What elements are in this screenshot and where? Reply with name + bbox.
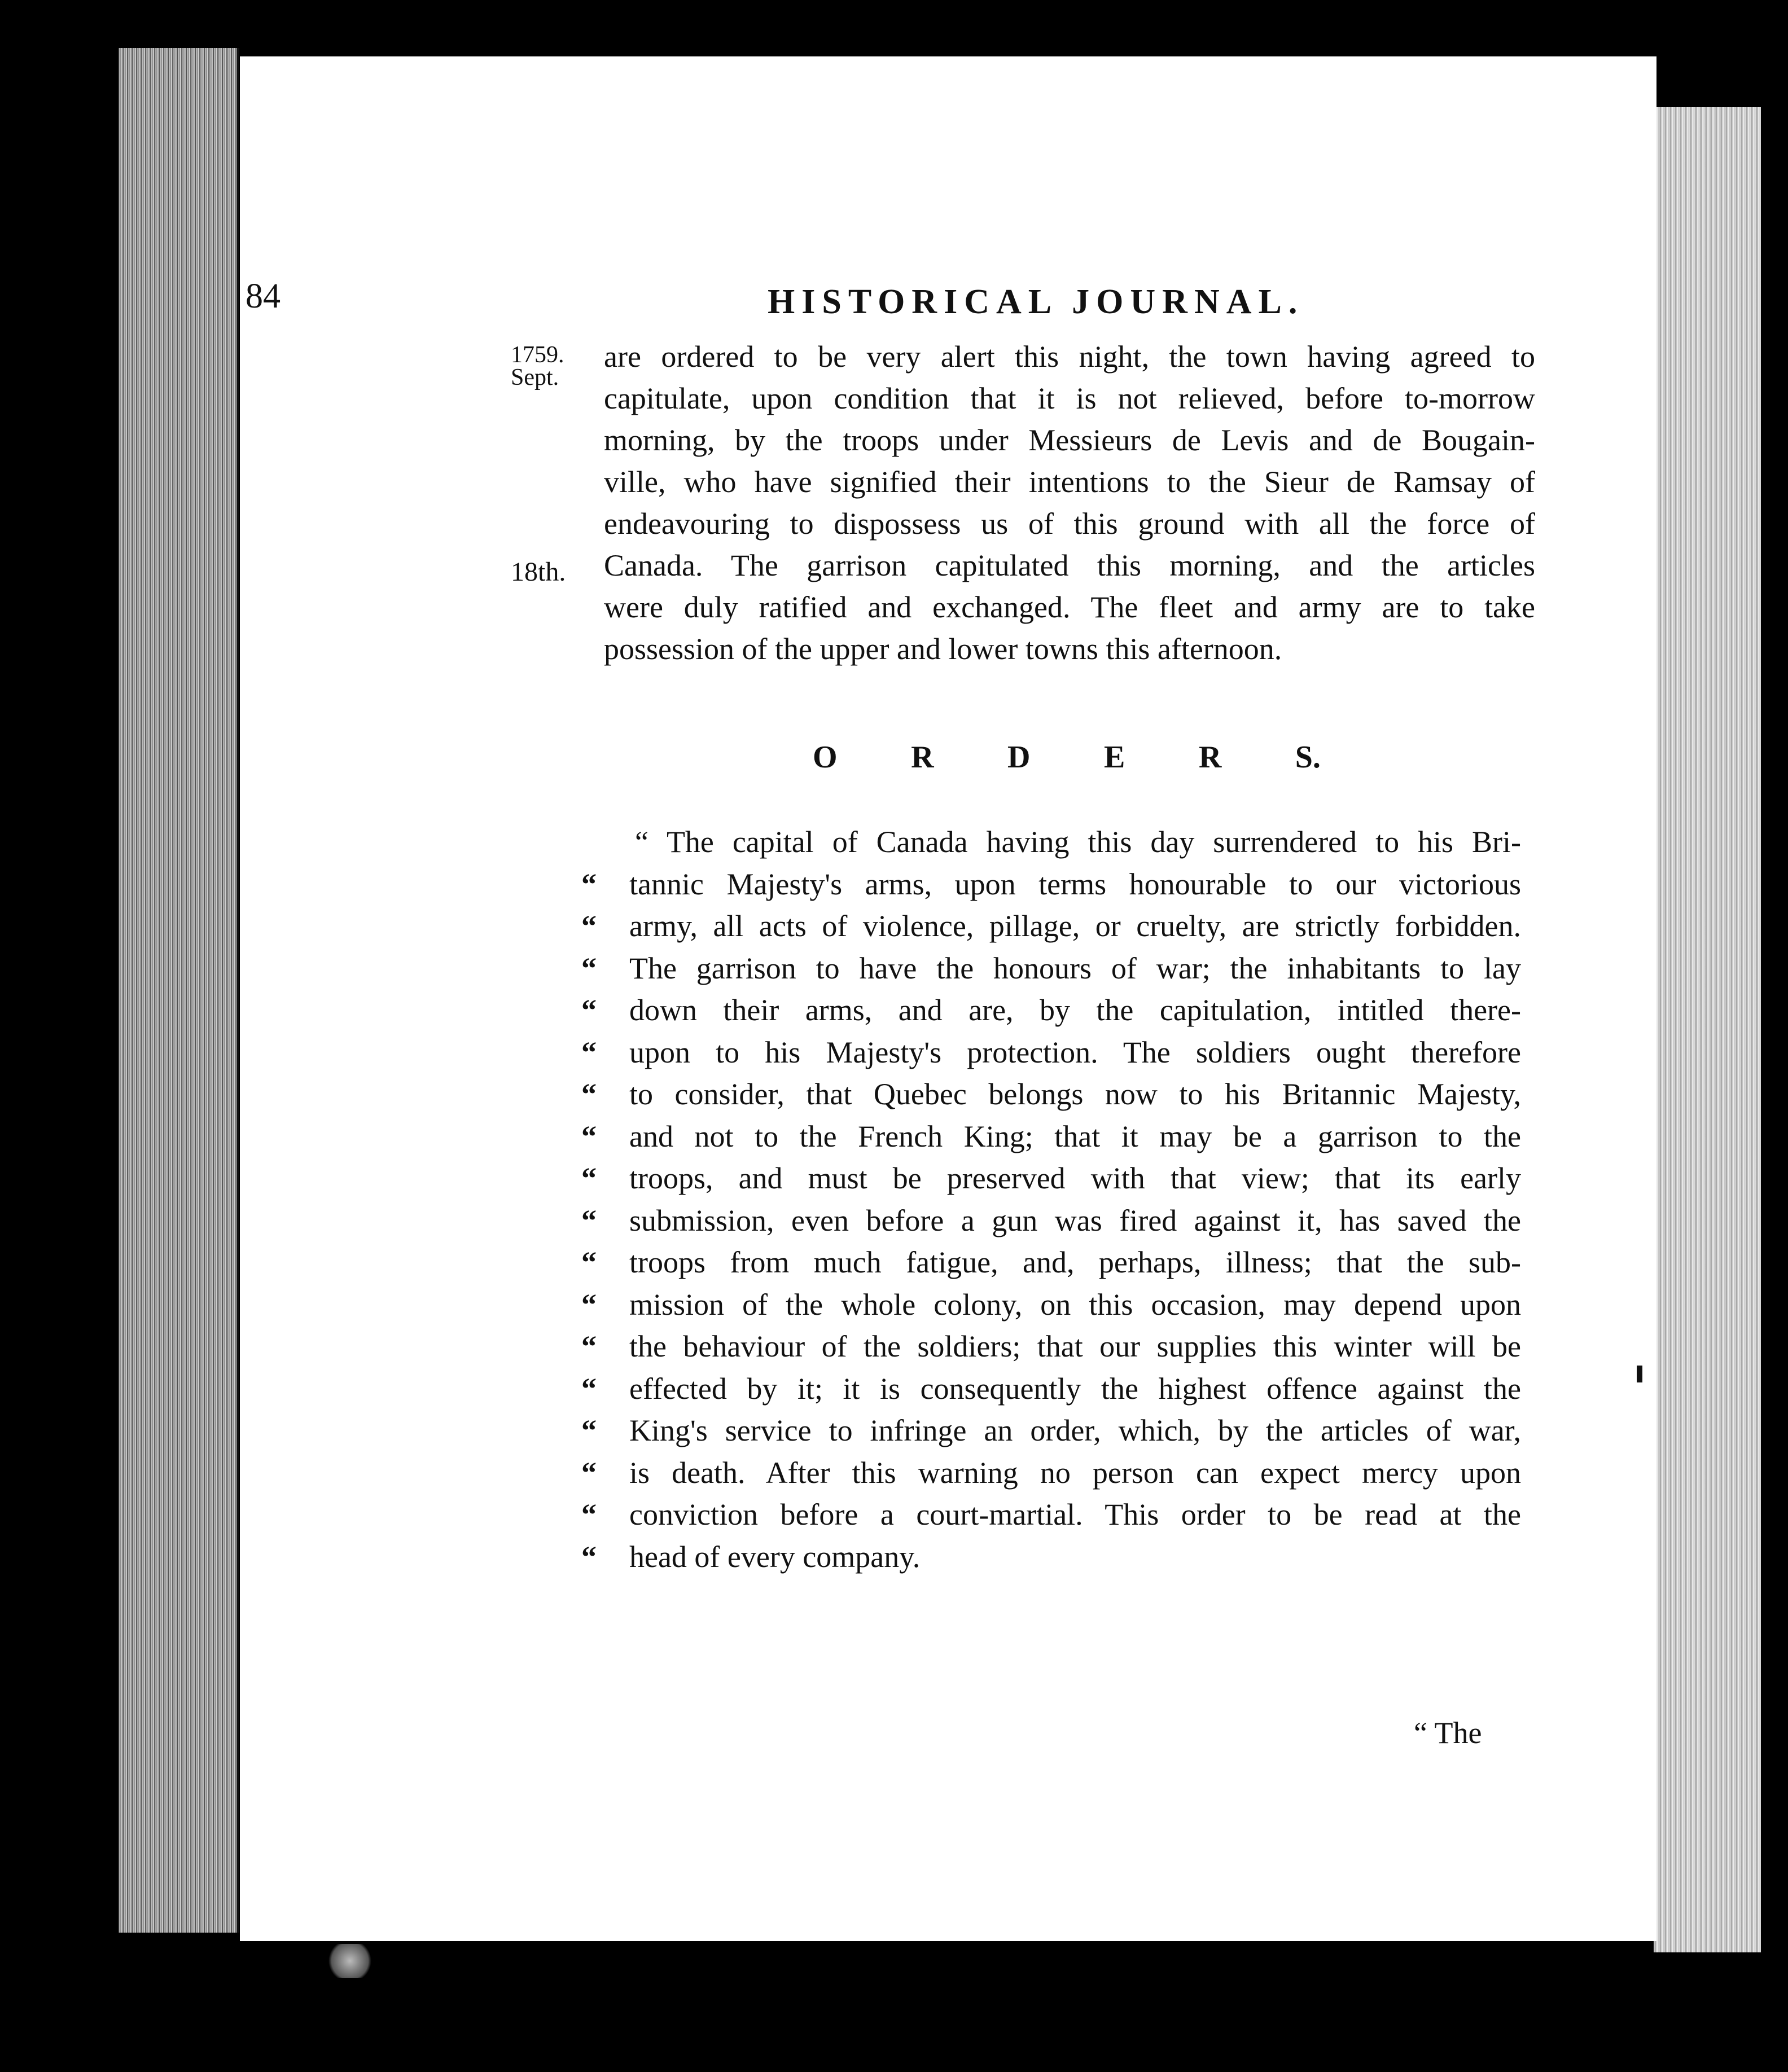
paragraph-line: possession of the upper and lower towns this afternoon. — [604, 632, 1282, 666]
margin-year: 1759. — [511, 342, 564, 368]
heading-letter: R — [911, 740, 934, 775]
order-row — [581, 1536, 1521, 1578]
quote-mark: “ — [581, 1498, 597, 1531]
quote-mark: “ — [581, 1161, 597, 1195]
heading-letter: D — [1007, 740, 1031, 775]
paragraph-line: Canada. The garrison capitulated this morning, and the articles — [604, 548, 1535, 582]
quote-mark: “ — [581, 1455, 597, 1490]
quote-mark: “ — [581, 993, 597, 1027]
order-line: the behaviour of the soldiers; that our supplies this winter will be — [629, 1329, 1521, 1363]
order-line: head of every company. — [629, 1539, 921, 1574]
quote-mark: “ — [581, 1245, 597, 1279]
order-line: and not to the French King; that it may be a garrison to the — [629, 1119, 1521, 1153]
order-line: tannic Majesty's arms, upon terms honourable to our victorious — [629, 867, 1521, 901]
order-row — [581, 1200, 1521, 1242]
heading-letter: O — [813, 740, 838, 775]
order-row — [581, 1284, 1521, 1326]
edge-mark — [1637, 1366, 1642, 1382]
quote-mark: “ — [581, 867, 597, 901]
order-line: troops from much fatigue, and, perhaps, illness; that the sub- — [629, 1245, 1521, 1279]
order-line: conviction before a court-martial. This order to be read at the — [629, 1498, 1521, 1531]
quote-mark: “ — [581, 1413, 597, 1447]
order-line: down their arms, and are, by the capitulation, intitled there- — [629, 993, 1521, 1027]
quote-mark: “ — [581, 909, 597, 943]
order-line: troops, and must be preserved with that view; that its early — [629, 1161, 1521, 1195]
book-fore-edge-left — [119, 48, 239, 1933]
order-line: “ The capital of Canada having this day surrendered to his Bri- — [635, 825, 1521, 859]
paragraph-line: were duly ratified and exchanged. The fleet and army are to take — [604, 590, 1535, 624]
quote-mark: “ — [581, 1203, 597, 1237]
paragraph-line: capitulate, upon condition that it is not relieved, before to-morrow — [604, 381, 1535, 415]
catchword: “ The — [1414, 1716, 1482, 1750]
orders-block — [581, 821, 1521, 1578]
order-line: is death. After this warning no person can expect mercy upon — [629, 1455, 1521, 1490]
order-row — [581, 863, 1521, 906]
paragraph-line: are ordered to be very alert this night, the town having agreed to — [604, 340, 1535, 374]
quote-mark: “ — [581, 1119, 597, 1153]
order-line: King's service to infringe an order, which, by the articles of war, — [629, 1413, 1521, 1447]
order-row — [581, 1325, 1521, 1368]
book-fore-edge-right — [1654, 107, 1761, 1952]
order-row — [581, 1157, 1521, 1200]
order-line: mission of the whole colony, on this occasion, may depend upon — [629, 1287, 1521, 1322]
quote-mark: “ — [581, 1329, 597, 1363]
order-row — [581, 1452, 1521, 1494]
order-row — [581, 1368, 1521, 1410]
order-row — [581, 1410, 1521, 1452]
order-line: army, all acts of violence, pillage, or cruelty, are strictly forbidden. — [629, 909, 1521, 943]
quote-mark: “ — [581, 1539, 597, 1574]
ink-smudge — [325, 1944, 375, 1978]
order-line: submission, even before a gun was fired against it, has saved the — [629, 1203, 1521, 1237]
order-row — [581, 1241, 1521, 1284]
order-row — [581, 1494, 1521, 1536]
order-row — [581, 947, 1521, 990]
order-row — [581, 1031, 1521, 1074]
margin-month: Sept. — [511, 365, 559, 390]
order-row — [581, 1073, 1521, 1116]
section-heading-orders — [813, 739, 1321, 775]
order-row — [581, 821, 1521, 863]
quote-mark: “ — [581, 1371, 597, 1406]
heading-letter: R — [1198, 740, 1222, 775]
order-line: effected by it; it is consequently the highest offence against the — [629, 1371, 1521, 1406]
order-line: The garrison to have the honours of war; the inhabitants to lay — [629, 951, 1521, 985]
order-line: upon to his Majesty's protection. The soldiers ought therefore — [629, 1035, 1521, 1069]
heading-letter: S. — [1295, 740, 1321, 775]
order-row — [581, 905, 1521, 947]
paragraph-line: ville, who have signified their intentions to the Sieur de Ramsay of — [604, 465, 1535, 499]
paragraph-line: morning, by the troops under Messieurs de Levis and de Bougain- — [604, 423, 1535, 457]
running-title: HISTORICAL JOURNAL. — [768, 283, 1304, 321]
journal-paragraph — [604, 336, 1535, 670]
quote-mark: “ — [581, 951, 597, 985]
heading-letter: E — [1103, 740, 1125, 775]
quote-mark: “ — [581, 1035, 597, 1069]
order-row — [581, 989, 1521, 1031]
page-number: 84 — [246, 277, 281, 315]
paragraph-line: endeavouring to dispossess us of this ground with all the force of — [604, 507, 1535, 541]
order-line: to consider, that Quebec belongs now to his Britannic Majesty, — [629, 1077, 1521, 1111]
quote-mark: “ — [581, 1077, 597, 1111]
order-row — [581, 1116, 1521, 1158]
margin-day: 18th. — [511, 557, 566, 587]
quote-mark: “ — [581, 1287, 597, 1322]
